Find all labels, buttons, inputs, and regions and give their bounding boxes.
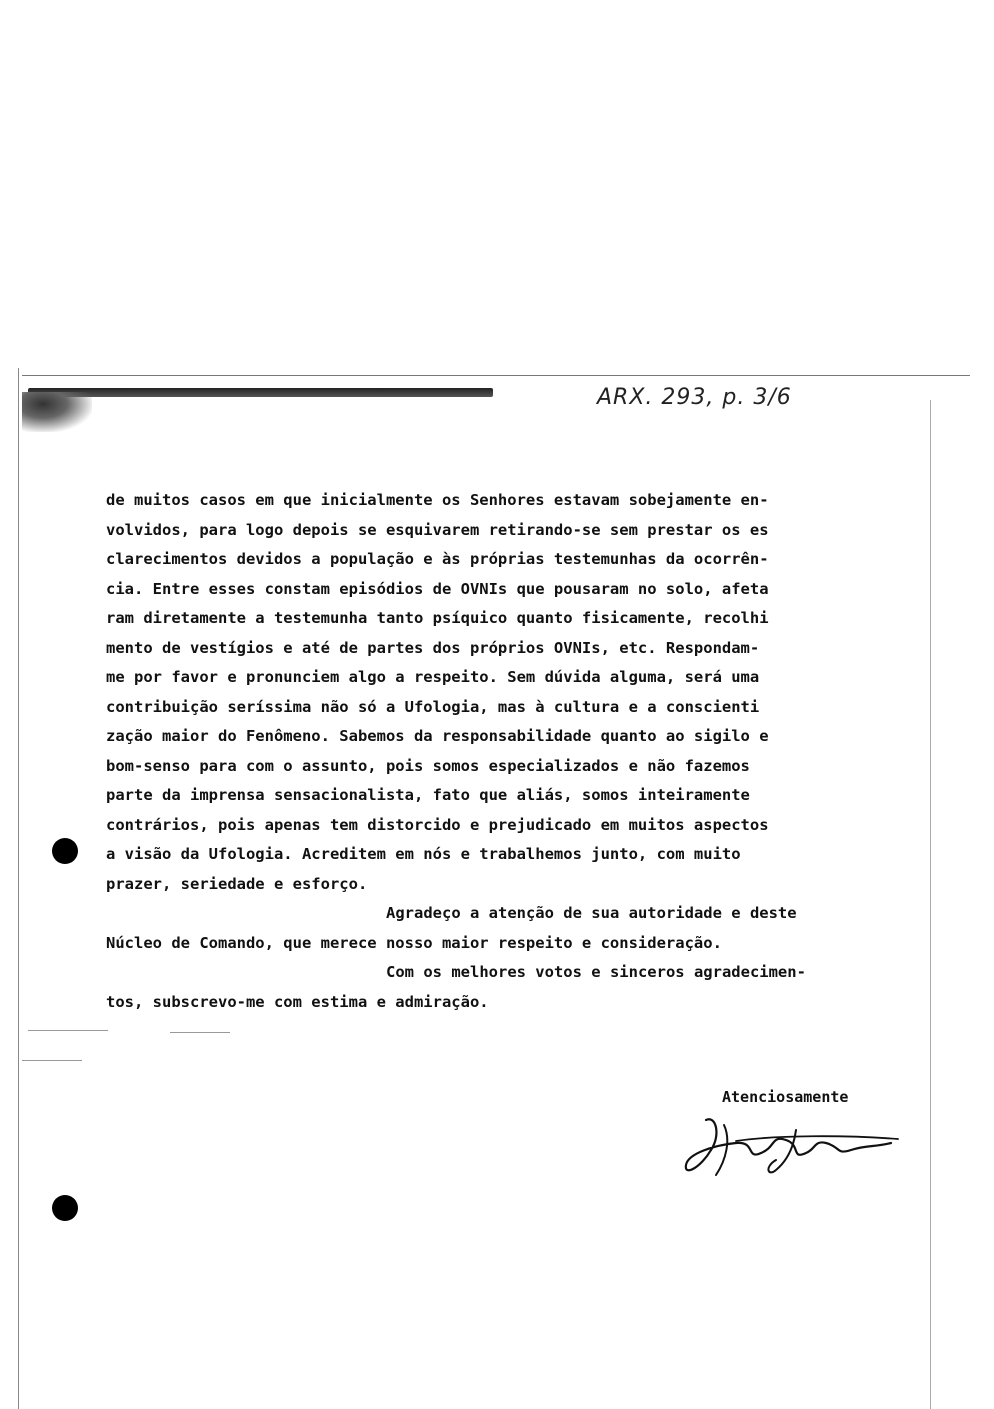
letter-body	[106, 486, 886, 1017]
body-line: me por favor e pronunciem algo a respeito. Sem dúvida alguma, será uma	[106, 668, 760, 686]
thanks-line: Núcleo de Comando, que merece nosso maior respeito e consideração.	[106, 933, 722, 952]
body-line: cia. Entre esses constam episódios de OVNIs que pousaram no solo, afeta	[106, 579, 769, 598]
body-line: clarecimentos devidos a população e às próprias testemunhas da ocorrên-	[106, 550, 769, 568]
scan-artifact-blot	[22, 392, 92, 432]
punch-hole	[52, 1195, 78, 1221]
signature-icon	[676, 1105, 906, 1185]
scan-artifact-line	[170, 1032, 230, 1033]
body-line: mento de vestígios e até de partes dos próprios OVNIs, etc. Respondam-	[106, 638, 760, 657]
body-line: a visão da Ufologia. Acreditem em nós e trabalhemos junto, com muito	[106, 845, 741, 863]
scan-artifact-line	[28, 1030, 108, 1031]
body-line: zação maior do Fenômeno. Sabemos da responsabilidade quanto ao sigilo e	[106, 727, 769, 745]
thanks-line: Agradeço a atenção de sua autoridade e deste	[386, 904, 797, 922]
body-line: contribuição seríssima não só a Ufologia, mas à cultura e a conscienti	[106, 697, 760, 716]
body-line: bom-senso para com o assunto, pois somos especializados e não fazemos	[106, 756, 750, 775]
archive-reference: ARX. 293, p. 3/6	[597, 385, 792, 410]
closing-salutation: Atenciosamente	[722, 1088, 849, 1106]
page-edge-left	[18, 368, 19, 1409]
page-edge-top	[22, 375, 970, 376]
page-edge-right	[930, 400, 931, 1409]
body-line: ram diretamente a testemunha tanto psíquico quanto fisicamente, recolhi	[106, 609, 769, 627]
body-line: volvidos, para logo depois se esquivarem retirando-se sem prestar os es	[106, 520, 769, 539]
punch-hole	[52, 838, 78, 864]
wishes-line: tos, subscrevo-me com estima e admiração.	[106, 992, 489, 1011]
body-line: parte da imprensa sensacionalista, fato que aliás, somos inteiramente	[106, 786, 750, 804]
body-line: de muitos casos em que inicialmente os Senhores estavam sobejamente en-	[106, 491, 769, 509]
body-line: contrários, pois apenas tem distorcido e prejudicado em muitos aspectos	[106, 815, 769, 834]
scan-artifact-line	[22, 1060, 82, 1061]
body-line: prazer, seriedade e esforço.	[106, 874, 368, 893]
wishes-line: Com os melhores votos e sinceros agradecimen-	[386, 963, 806, 981]
scan-artifact-bar	[28, 388, 493, 397]
